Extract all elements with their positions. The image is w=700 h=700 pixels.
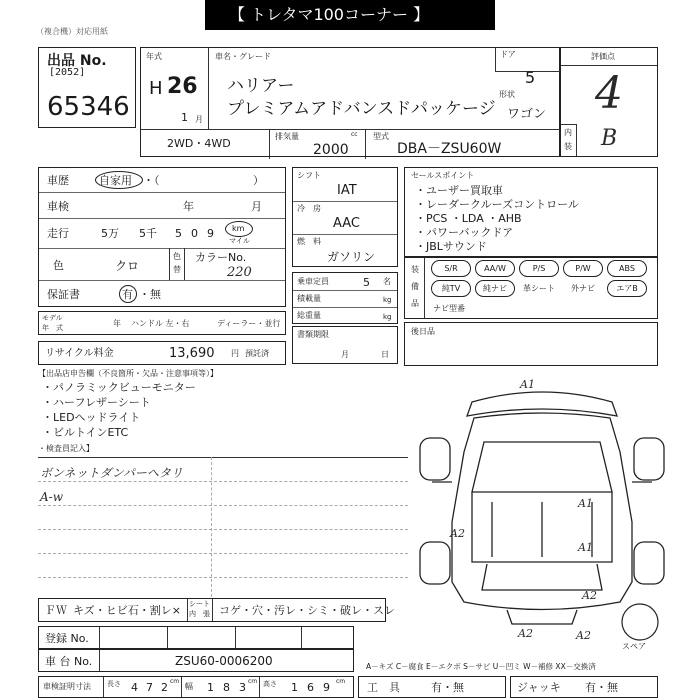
recycle-unit: 円 bbox=[231, 349, 239, 358]
divider bbox=[365, 130, 366, 159]
jack-label: ジャッキ bbox=[517, 681, 561, 694]
declaration-item: ・パノラミックビューモニター bbox=[42, 381, 196, 394]
header-bar bbox=[205, 0, 495, 30]
capacity-value: 5 bbox=[363, 276, 370, 289]
dims-label: 車検証明寸法 bbox=[43, 682, 91, 691]
equipment-tv: 純TV bbox=[431, 280, 471, 297]
vehicle-name: ハリアー bbox=[227, 76, 295, 96]
row-line bbox=[39, 192, 285, 193]
capacity-block bbox=[292, 272, 398, 324]
year-era: H bbox=[149, 78, 163, 99]
recycle-row bbox=[38, 341, 286, 365]
equipment-block bbox=[404, 257, 658, 319]
door-value: 5 bbox=[525, 68, 536, 87]
equipment-label-1: 装 bbox=[411, 265, 419, 274]
fuel-label: 燃 料 bbox=[297, 237, 321, 246]
rule bbox=[38, 481, 408, 482]
tools-value: 有・無 bbox=[431, 681, 464, 694]
body-type-label: 形状 bbox=[499, 90, 515, 99]
capacity-unit: 名 bbox=[383, 277, 391, 286]
declaration-item: ・ハーフレザーシート bbox=[42, 396, 151, 409]
dims-width-label: 幅 bbox=[185, 682, 193, 691]
mileage-km: km bbox=[232, 224, 245, 233]
equipment-abs: ABS bbox=[607, 260, 647, 277]
equipment-aw: AA/W bbox=[475, 260, 515, 277]
fuel-value: ガソリン bbox=[327, 250, 376, 264]
year-value: 26 bbox=[167, 74, 198, 99]
displacement-unit: cc bbox=[351, 131, 358, 138]
gross-unit: kg bbox=[383, 313, 392, 321]
mileage-digit: 0 bbox=[191, 227, 198, 240]
warranty-yes: 有 bbox=[122, 288, 133, 301]
mileage-mile: マイル bbox=[229, 237, 250, 245]
score-label-cell bbox=[561, 48, 657, 66]
lot-label: 出品 No. bbox=[47, 53, 107, 69]
sales-points-title: セールスポイント bbox=[411, 171, 475, 180]
load-unit: kg bbox=[383, 296, 392, 304]
dims-unit: cm bbox=[170, 678, 180, 685]
rule bbox=[38, 505, 408, 506]
row-line bbox=[39, 218, 285, 219]
year-cell bbox=[141, 48, 209, 129]
mileage-digit: 9 bbox=[207, 227, 214, 240]
color-label: 色 bbox=[53, 259, 64, 272]
defect-codes: キズ・ヒビ石・割レ× bbox=[73, 604, 181, 617]
seat-label-2: 内 張 bbox=[189, 610, 210, 618]
title-block bbox=[140, 47, 560, 157]
registration-row bbox=[38, 626, 354, 649]
model-row-dealer: ディーラー・並行 bbox=[217, 319, 281, 328]
lot-stamp: [2052] bbox=[49, 67, 86, 78]
divider bbox=[99, 650, 100, 671]
inspection-month: 月 bbox=[251, 200, 262, 213]
dims-length-label: 長さ bbox=[107, 680, 121, 688]
inspection-year: 年 bbox=[183, 200, 194, 213]
sales-point: ・ユーザー買取車 bbox=[415, 184, 503, 197]
drive-label: 2WD・4WD bbox=[167, 137, 231, 150]
color-change-cell bbox=[169, 248, 185, 280]
interior-label-2: 装 bbox=[564, 142, 572, 151]
color-change-2: 替 bbox=[173, 265, 181, 274]
capacity-label: 乗車定員 bbox=[297, 277, 329, 286]
history-label: 車歴 bbox=[47, 174, 69, 187]
equipment-sunroof: S/R bbox=[431, 260, 471, 277]
dims-length-digit: 4 bbox=[131, 681, 138, 694]
chassis-label: 車 台 No. bbox=[45, 655, 93, 668]
declaration-item: ・LEDヘッドライト bbox=[42, 411, 141, 424]
divider bbox=[269, 130, 270, 159]
divider bbox=[103, 677, 104, 697]
jack-value: 有・無 bbox=[585, 681, 618, 694]
displacement-label: 排気量 bbox=[275, 132, 299, 141]
model-row bbox=[38, 311, 286, 335]
seat-label-1: シート bbox=[189, 600, 210, 608]
warranty-rest: ・無 bbox=[139, 288, 161, 301]
damage-mark: A2 bbox=[582, 589, 597, 602]
sales-point: ・PCS ・LDA ・AHB bbox=[415, 212, 522, 225]
vehicle-name-label: 車名・グレード bbox=[215, 52, 271, 61]
divider bbox=[259, 677, 260, 697]
equipment-pw: P/W bbox=[563, 260, 603, 277]
dims-width-digit: 3 bbox=[239, 681, 246, 694]
row-line bbox=[293, 234, 397, 235]
recycle-status: 預託済 bbox=[245, 349, 269, 358]
model-code-value: DBA－ZSU60W bbox=[397, 141, 502, 157]
history-value: 自家用 bbox=[99, 174, 132, 187]
damage-mark: A1 bbox=[520, 378, 535, 391]
seat-cell bbox=[187, 599, 213, 621]
divider bbox=[301, 627, 302, 648]
divider bbox=[99, 627, 100, 648]
ac-value: AAC bbox=[333, 216, 360, 231]
row-line bbox=[293, 290, 397, 291]
damage-mark: A1 bbox=[578, 497, 593, 510]
vehicle-grade: プレミアムアドバンスドパッケージ bbox=[227, 99, 496, 119]
year-label: 年式 bbox=[146, 52, 162, 61]
damage-mark: A2 bbox=[518, 627, 533, 640]
ac-label: 冷 房 bbox=[297, 204, 321, 213]
recycle-label: リサイクル料金 bbox=[45, 348, 114, 359]
equipment-airbag: エアB bbox=[607, 280, 647, 297]
history-close: ） bbox=[253, 174, 264, 187]
equipment-ps: P/S bbox=[519, 260, 559, 277]
color-no-label: カラーNo. bbox=[195, 251, 247, 264]
defect-row bbox=[38, 598, 395, 622]
dims-row bbox=[38, 676, 354, 698]
damage-mark: A1 bbox=[578, 541, 593, 554]
door-label: ドア bbox=[500, 50, 516, 59]
equipment-navi: 純ナビ bbox=[475, 280, 515, 297]
inspector-area bbox=[38, 457, 408, 597]
dims-unit: cm bbox=[336, 678, 346, 685]
interior-label-cell bbox=[561, 124, 577, 156]
spare-label: スペア bbox=[622, 642, 646, 651]
rule bbox=[38, 529, 408, 530]
doc-month: 月 bbox=[341, 350, 349, 359]
damage-mark: A2 bbox=[450, 527, 465, 540]
divider bbox=[181, 677, 182, 697]
dims-height-label: 高さ bbox=[263, 680, 277, 688]
recycle-value: 13,690 bbox=[169, 346, 215, 361]
doc-label: 書類期限 bbox=[297, 330, 329, 339]
sales-point: ・パワーバックドア bbox=[415, 226, 514, 239]
model-row-label-1: モデル bbox=[42, 314, 63, 322]
color-change-1: 色 bbox=[173, 252, 181, 261]
inspection-label: 車検 bbox=[47, 200, 69, 213]
divider bbox=[167, 627, 168, 648]
code-legend: A－キズ C－腐食 E－エクボ S－サビ U－凹ミ W－補修 XX－交換済 bbox=[366, 662, 596, 671]
dims-length-digit: 7 bbox=[146, 681, 153, 694]
header-title: 【 トレタマ100コーナー 】 bbox=[229, 5, 430, 24]
model-code-label: 型式 bbox=[373, 132, 389, 141]
mileage-label: 走行 bbox=[47, 227, 69, 240]
model-row-year: 年 bbox=[113, 319, 121, 328]
color-value: クロ bbox=[115, 259, 140, 273]
dims-height-digit: 6 bbox=[307, 681, 314, 694]
interior-value: B bbox=[601, 126, 618, 151]
shift-label: シフト bbox=[297, 171, 321, 180]
rule bbox=[38, 457, 408, 458]
spec-column bbox=[292, 167, 398, 267]
later-items bbox=[404, 322, 658, 366]
body-type-value: ワゴン bbox=[507, 107, 547, 122]
inspector-note-2: A-w bbox=[40, 490, 63, 504]
declaration-item: ・検査員記入】 bbox=[38, 444, 94, 453]
defect-fw: ＦＷ bbox=[45, 604, 67, 617]
rule bbox=[211, 457, 212, 597]
shift-value: IAT bbox=[337, 183, 357, 198]
equipment-ext-navi: 外ナビ bbox=[571, 284, 595, 293]
spec-row bbox=[141, 129, 561, 158]
load-label: 積載量 bbox=[297, 294, 321, 303]
declaration-title: 【出品店申告欄（不良箇所・欠品・注意事項等）】 bbox=[38, 369, 218, 378]
header-subtitle: （複合機）対応用紙 bbox=[36, 27, 108, 36]
row-line bbox=[293, 307, 397, 308]
divider bbox=[235, 627, 236, 648]
car-diagram bbox=[412, 372, 672, 652]
score-label: 評価点 bbox=[591, 52, 615, 61]
dims-height-digit: 9 bbox=[323, 681, 330, 694]
rule bbox=[38, 553, 408, 554]
model-row-label-2: 年 式 bbox=[42, 324, 63, 332]
year-month-unit: 月 bbox=[195, 115, 203, 124]
navi-model-label: ナビ型番 bbox=[433, 304, 465, 313]
dims-height-digit: 1 bbox=[291, 681, 298, 694]
equipment-label-3: 品 bbox=[411, 299, 419, 308]
mileage-man: 5万 bbox=[101, 227, 119, 240]
doc-day: 日 bbox=[381, 350, 389, 359]
score-box bbox=[560, 47, 658, 157]
later-items-label: 後日品 bbox=[411, 327, 435, 336]
damage-mark: A2 bbox=[576, 629, 591, 642]
warranty-label: 保証書 bbox=[47, 288, 80, 301]
sales-points bbox=[404, 167, 658, 257]
lot-number: 65346 bbox=[47, 92, 130, 122]
row-line bbox=[39, 280, 285, 281]
defect-codes-2: コゲ・穴・汚レ・シミ・破レ・スレ bbox=[219, 604, 395, 617]
sales-point: ・JBLサウンド bbox=[415, 240, 487, 253]
rule bbox=[38, 577, 408, 578]
equipment-leather: 革シート bbox=[523, 284, 555, 293]
equipment-label-cell bbox=[405, 258, 425, 318]
tools-label: 工 具 bbox=[367, 681, 400, 694]
dims-width-digit: 8 bbox=[223, 681, 230, 694]
gross-label: 総重量 bbox=[297, 311, 321, 320]
inspector-note-1: ボンネットダンパーへタリ bbox=[40, 466, 183, 480]
chassis-row bbox=[38, 649, 354, 672]
doc-deadline bbox=[292, 326, 398, 364]
dims-width-digit: 1 bbox=[207, 681, 214, 694]
history-block bbox=[38, 167, 286, 307]
row-line bbox=[293, 201, 397, 202]
lot-box bbox=[38, 47, 136, 128]
tools-box bbox=[358, 676, 506, 698]
chassis-value: ZSU60-0006200 bbox=[175, 654, 273, 668]
declaration-item: ・ビルトインETC bbox=[42, 426, 129, 439]
sales-point: ・レーダークルーズコントロール bbox=[415, 198, 579, 211]
year-month: 1 bbox=[181, 111, 188, 124]
history-rest: ・（ bbox=[143, 174, 160, 187]
model-row-handle: ハンドル 左・右 bbox=[131, 319, 190, 328]
mileage-digit: 5 bbox=[175, 227, 182, 240]
jack-box bbox=[510, 676, 658, 698]
interior-label-1: 内 bbox=[564, 128, 572, 137]
row-line bbox=[39, 248, 285, 249]
dims-length-digit: 2 bbox=[161, 681, 168, 694]
color-no-value: 220 bbox=[227, 265, 252, 280]
equipment-label-2: 備 bbox=[411, 282, 419, 291]
dims-unit: cm bbox=[248, 678, 258, 685]
displacement-value: 2000 bbox=[313, 142, 349, 158]
registration-label: 登録 No. bbox=[45, 632, 89, 645]
score-value: 4 bbox=[595, 68, 623, 119]
mileage-sen: 5千 bbox=[139, 227, 157, 240]
